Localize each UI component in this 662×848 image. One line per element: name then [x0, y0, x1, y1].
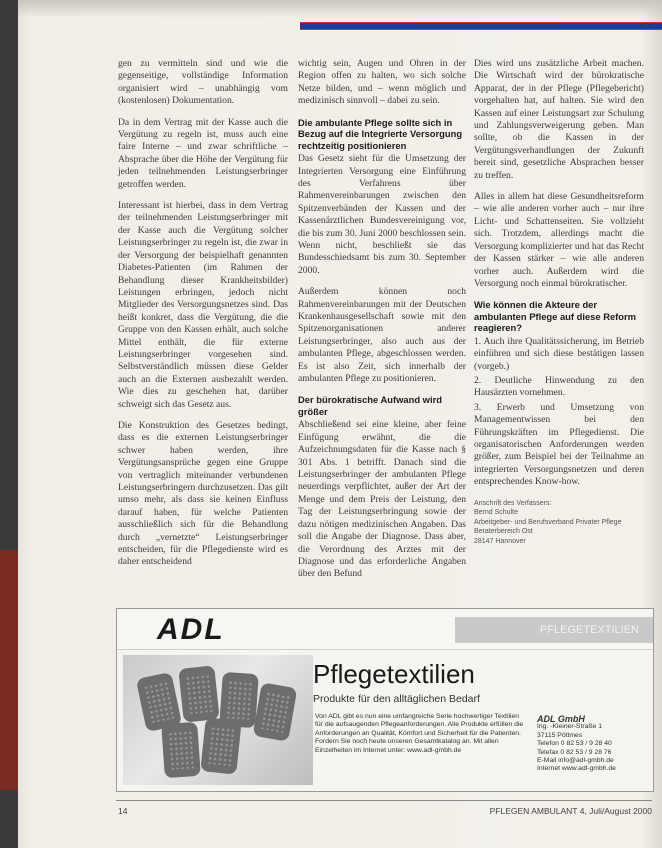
textile-item — [253, 682, 298, 741]
page-number: 14 — [118, 806, 128, 816]
contact-line: Ing. -Kleiner-Straße 1 — [537, 723, 602, 731]
contact-line: E-Mail info@adl-gmbh.de — [537, 757, 614, 765]
adl-logo: ADL — [157, 613, 225, 646]
paragraph: wichtig sein, Augen und Ohren in der Region offen zu halten, wo sich solche Netze bilden, und – wenn möglich und medizinisch sinnvoll – dabei zu sein. — [298, 58, 466, 107]
signature-line: Arbeitgeber- und Berufsverband Privater Pflege — [474, 518, 622, 526]
list-item: 3. Erwerb und Umsetzung von Managementwissen bei den Führungskräften im Pflegedienst. Die organisatorischen Anforderungen werden größer, zum Beispiel bei der Teilnahme an integrierten Versorgungsnetzen und deren entsprechendes Know-how. — [474, 401, 644, 488]
section-heading: Wie können die Akteure der ambulanten Pflege auf diese Reform reagieren? — [474, 299, 637, 334]
contact-line: Telefon 0 82 53 / 9 28 40 — [537, 740, 612, 748]
list-item: 2. Deutliche Hinwendung zu den Hausärzten vornehmen. — [474, 375, 644, 399]
paragraph: Da in dem Vertrag mit der Kasse auch die Vergütung zu regeln ist, muss auch eine faire Interne – und zwar schriftliche – Absprache über die Höhe der Vergütung für jeden teilnehmenden Leistungserbringer getroffen werden. — [118, 116, 288, 190]
signature-line: Bernd Schulte — [474, 509, 518, 517]
footer-rule — [116, 800, 652, 801]
ad-contact-block — [537, 715, 647, 774]
paragraph: Die Konstruktion des Gesetzes bedingt, dass es die externen Leistungserbringer schwer haben werden, ihre Vergütungsansprüche gegen eine Gruppe von vertraglich miteinander verbundenen Leistungserbringern durchzusetzen. Das gilt umso mehr, als dass sie keinen Einfluss darauf haben, für welche Patienten ausschließlich sich für die Behandlung durch „vernetzte“ Leistungserbringer entscheiden, für die Pflegedienste wird es daher entscheidend — [118, 419, 288, 568]
paragraph: Das Gesetz sieht für die Umsetzung der Integrierten Versorgung eine Einführung des Verfahrens über Rahmenvereinbarungen zwischen den Spitzenverbänden der Kassen und der Kassenärztlichen Bundesvereinigung vor, die bis zum 30. Juni 2000 beschlossen sein. Wenn nicht, beschließt sie das Bundesschiedsamt bis zum 30. September 2000. — [298, 153, 466, 276]
product-photo — [123, 655, 313, 785]
article-column-1 — [118, 58, 288, 578]
ad-header — [117, 609, 653, 650]
contact-line: Telefax 0 82 53 / 9 28 76 — [537, 748, 612, 756]
list-item: 1. Auch ihre Qualitätssicherung, im Betrieb einführen und sich diese bestätigen lassen (vorgeb.) — [474, 335, 644, 372]
section-heading: Der bürokratische Aufwand wird größer — [298, 394, 442, 417]
textile-item — [178, 665, 219, 722]
paragraph: Abschließend sei eine kleine, aber feine Einfügung erwähnt, die die Aufzeichnungsdaten für die Kasse nach § 301 Abs. 1 betrifft. Danach sind die Leistungserbringer der ambulanten Pflege neuerdings verpflichtet, außer der Art der Menge und dem Preis der Leistung, den Tag der Leistungserbringung sowie der dazu nötigen medizinischen Angaben. Das soll die Angabe der Diagnose. Dass aber, die Verordnung des Arztes mit der Diagnose und das erforderliche Angaben über den Befund — [298, 419, 466, 580]
textile-item — [200, 717, 241, 774]
article-column-2 — [298, 58, 466, 590]
section-heading: Die ambulante Pflege sollte sich in Bezug auf die Integrierte Versorgung rechtzeitig positionieren — [298, 116, 463, 151]
signature-line: Anschrift des Verfassers: — [474, 499, 552, 507]
signature-line: Beraterbereich Ost — [474, 528, 533, 536]
contact-brand: ADL GmbH — [537, 714, 585, 724]
ad-title: Pflegetextilien — [313, 659, 475, 689]
ad-subtitle: Produkte für den alltäglichen Bedarf — [313, 693, 480, 705]
issue-info: PFLEGEN AMBULANT 4, Juli/August 2000 — [489, 806, 652, 816]
advertisement — [116, 608, 654, 792]
page-shadow — [0, 0, 662, 18]
binding-edge-color — [0, 550, 18, 790]
author-signature — [474, 499, 644, 547]
ad-category-tag: PFLEGETEXTILIEN — [455, 617, 653, 643]
contact-line: 37115 Pöttmes — [537, 731, 583, 739]
ad-body-text: Von ADL gibt es nun eine umfangreiche Serie hochwertiger Textilien für die aufsaugenden Pflegeanforderungen. Alle Produkte erfüllen die Anforderungen an Qualität, Komfort und Sicherheit für die Patienten. Fordern Sie noch heute unseren Gesamtkatalog an. Mit allen Einzelheiten im Internet unter: www.adl-gmbh.de — [315, 713, 524, 754]
textile-item — [161, 722, 201, 778]
paragraph: Alles in allem hat diese Gesundheitsreform – wie alle anderen vorher auch – nur ihre Licht- und Schattenseiten. Sie vollzieht sich. Trotzdem, allerdings macht die Versorgung komplizierter und hat das Recht der Kassen stärker – wie alle anderen vorher auch. Außerdem wird die Versorgung noch einmal bürokratischer. — [474, 191, 644, 289]
paragraph: gen zu vermitteln sind und wie die gegenseitige, vollständige Information organisiert wird – unabhängig vom (kostenlosen) Dokumentation. — [118, 58, 288, 107]
article-column-3 — [474, 58, 644, 546]
paragraph: Dies wird uns zusätzliche Arbeit machen. Die Wirtschaft wird der bürokratische Apparat, der in der Pflege (Pflegebericht) vorgehalten hat, auf halten. Sie wird den Kassen auf einer Leistungsart zur Schulung und Zahlungsverweigerung geben. Man sollte, ob die Kassen in der Vergütungsverhandlungen der Zukunft bereit sind, gesetzliche Absprachen besser zu treffen. — [474, 58, 644, 181]
header-rule — [300, 22, 662, 30]
signature-line: 28147 Hannover — [474, 537, 526, 545]
paragraph: Außerdem können noch Rahmenvereinbarungen mit der Deutschen Krankenhausgesellschaft sowie mit den Spitzenorganisationen anderer Leistungserbringer, also auch aus der ambulanten Pflege, abgeschlossen werden. Es ist also Zeit, sich innerhalb der ambulanten Pflege zu positionieren. — [298, 286, 466, 385]
paragraph: Interessant ist hierbei, dass in dem Vertrag der teilnehmenden Leistungserbringer mit der Kasse auch die Vergütung solcher Leistungserbringer zu regeln ist, die zwar in der Versorgung der beispielhaft genannten Diabetes-Patienten (im Rahmen der Behandlung dieser Krankheitsbilder) Leistungen erbringen, jedoch nicht Mitglieder des Versorgungsnetzes sind. Das heißt konkret, dass die Vergütung, die die Gruppe von den Kassen erhält, auch solche Mittel enthält, die für externe Leistungserbringer vorgesehen sind. Selbstverständlich müssen diese Gelder auch an die Externen ausbezahlt werden. Wie dies zu geschehen hat, darüber schweigt sich das Gesetz aus. — [118, 200, 288, 410]
contact-line: Internet www.adl-gmbh.de — [537, 765, 616, 773]
